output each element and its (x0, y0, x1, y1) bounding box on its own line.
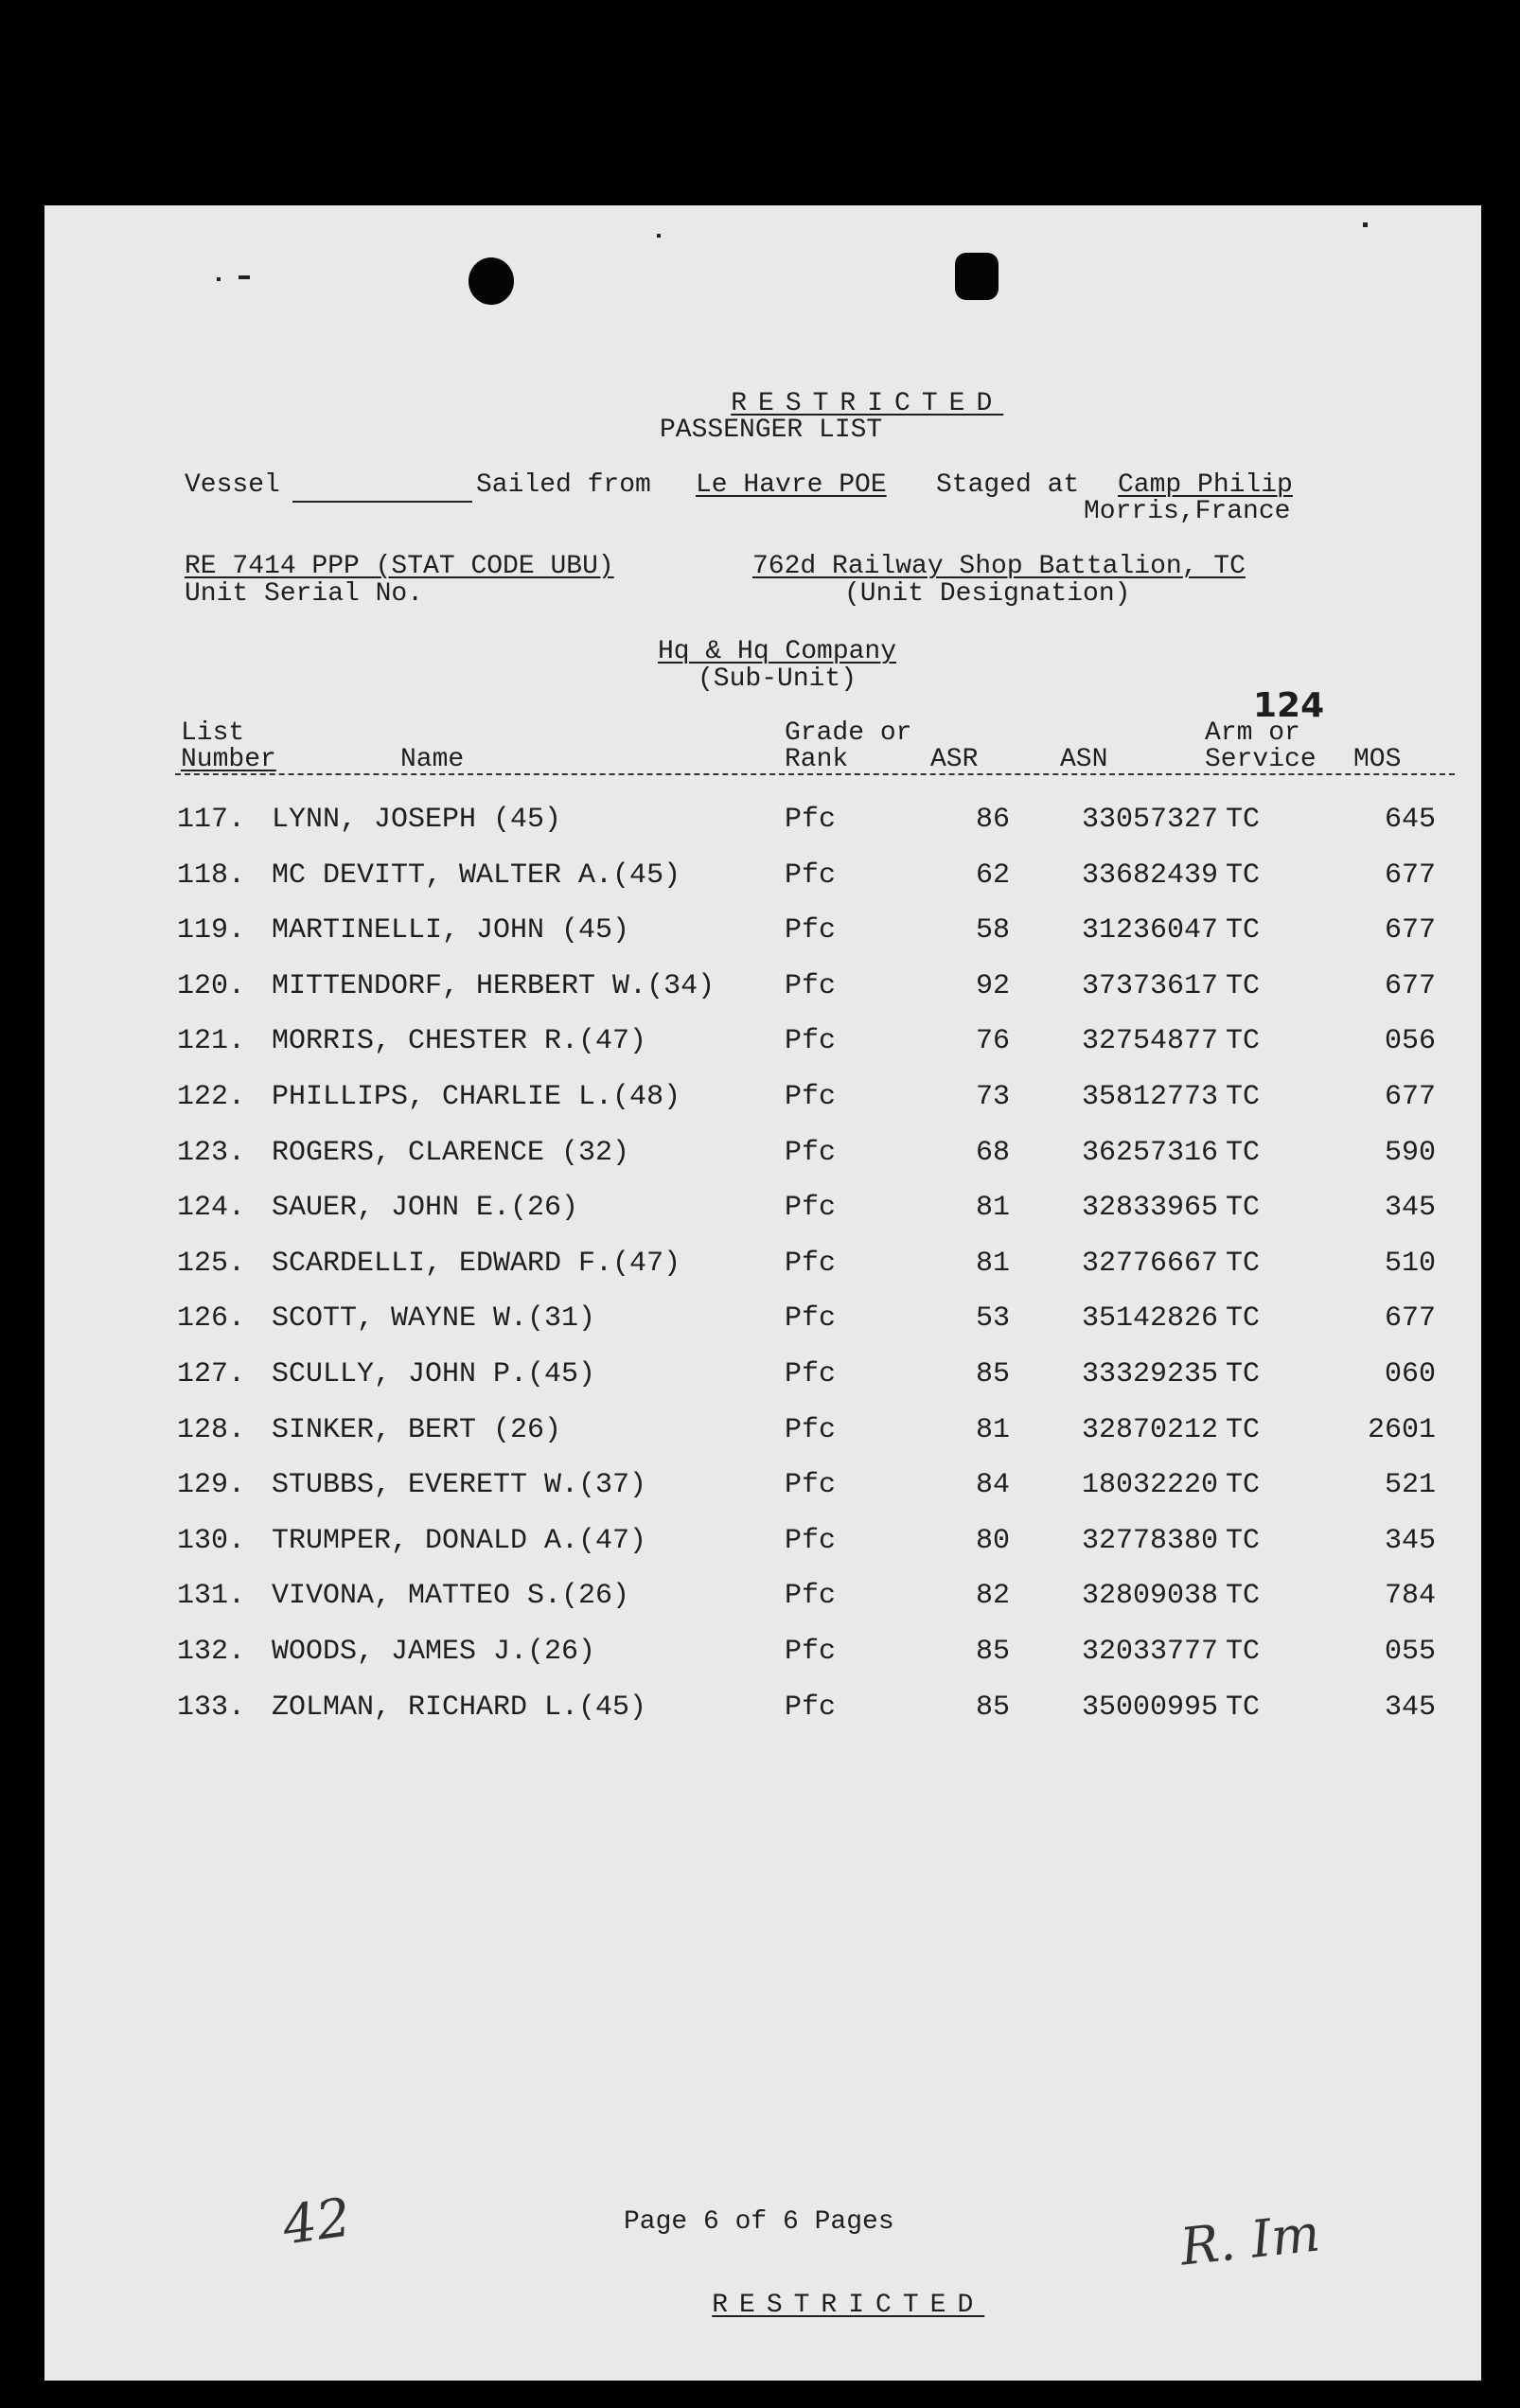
mos-cell: 055 (1384, 1636, 1436, 1668)
list-number-cell: 132. (177, 1636, 246, 1668)
arm-service-cell: TC (1226, 859, 1261, 892)
asr-cell: 92 (975, 969, 1010, 1002)
unit-serial: RE 7414 PPP (STAT CODE UBU) (185, 552, 614, 581)
mos-cell: 2601 (1367, 1413, 1436, 1446)
asn-cell: 33682439 (1081, 859, 1218, 892)
mos-cell: 056 (1384, 1025, 1436, 1058)
arm-service-cell: TC (1226, 1691, 1261, 1724)
grade-cell: Pfc (785, 1136, 837, 1169)
table-row (44, 970, 1481, 1023)
table-row (44, 1691, 1481, 1744)
table-row (44, 1302, 1481, 1355)
name-cell: WOODS, JAMES J.(26) (272, 1636, 596, 1668)
name-cell: MC DEVITT, WALTER A.(45) (272, 859, 681, 892)
table-row (44, 1137, 1481, 1190)
mos-cell: 677 (1384, 1302, 1436, 1336)
list-number-cell: 133. (177, 1691, 246, 1724)
list-number-cell: 121. (177, 1025, 246, 1058)
arm-service-cell: TC (1226, 1192, 1261, 1225)
asn-cell: 35142826 (1081, 1302, 1218, 1336)
asn-cell: 32809038 (1081, 1580, 1218, 1613)
grade-cell: Pfc (785, 1636, 837, 1668)
list-number-cell: 130. (177, 1524, 246, 1557)
name-cell: LYNN, JOSEPH (45) (272, 804, 562, 836)
asr-cell: 68 (975, 1136, 1010, 1169)
name-cell: STUBBS, EVERETT W.(37) (272, 1469, 647, 1502)
list-number-cell: 131. (177, 1580, 246, 1613)
arm-service-cell: TC (1226, 804, 1261, 836)
vessel-blank-line (292, 501, 472, 503)
asn-cell: 35000995 (1081, 1691, 1218, 1724)
grade-cell: Pfc (785, 1247, 837, 1280)
mos-cell: 345 (1384, 1192, 1436, 1225)
asr-cell: 81 (975, 1413, 1010, 1446)
list-number-cell: 119. (177, 914, 246, 947)
list-number-cell: 120. (177, 969, 246, 1002)
table-row (44, 1469, 1481, 1522)
name-cell: TRUMPER, DONALD A.(47) (272, 1524, 647, 1557)
mos-cell: 645 (1384, 804, 1436, 836)
asn-cell: 36257316 (1081, 1136, 1218, 1169)
asn-cell: 33329235 (1081, 1358, 1218, 1390)
name-cell: VIVONA, MATTEO S.(26) (272, 1580, 630, 1613)
mos-cell: 590 (1384, 1136, 1436, 1169)
table-row (44, 914, 1481, 967)
name-cell: MARTINELLI, JOHN (45) (272, 914, 630, 947)
asr-cell: 82 (975, 1580, 1010, 1613)
name-cell: MITTENDORF, HERBERT W.(34) (272, 969, 716, 1002)
asr-cell: 62 (975, 859, 1010, 892)
arm-service-cell: TC (1226, 914, 1261, 947)
asn-cell: 35812773 (1081, 1081, 1218, 1113)
arm-service-cell: TC (1226, 1469, 1261, 1502)
table-row (44, 1414, 1481, 1467)
staged-label: Staged at (936, 470, 1080, 500)
list-number-cell: 127. (177, 1358, 246, 1390)
col-grade-line2: Rank (785, 745, 849, 774)
header-rule (175, 773, 1455, 775)
col-asn: ASN (1060, 745, 1108, 774)
col-arm-line1: Arm or (1205, 718, 1300, 748)
list-number-cell: 118. (177, 859, 246, 892)
mos-cell: 521 (1384, 1469, 1436, 1502)
arm-service-cell: TC (1226, 1302, 1261, 1336)
list-number-cell: 125. (177, 1247, 246, 1280)
name-cell: MORRIS, CHESTER R.(47) (272, 1025, 647, 1058)
grade-cell: Pfc (785, 1580, 837, 1613)
mos-cell: 677 (1384, 859, 1436, 892)
list-number-cell: 124. (177, 1192, 246, 1225)
mos-cell: 345 (1384, 1524, 1436, 1557)
grade-cell: Pfc (785, 914, 837, 947)
unit-serial-caption: Unit Serial No. (185, 579, 424, 609)
col-name: Name (400, 745, 465, 774)
table-row (44, 1636, 1481, 1689)
document-title: PASSENGER LIST (660, 416, 883, 445)
col-asr: ASR (930, 745, 979, 774)
grade-cell: Pfc (785, 1302, 837, 1336)
arm-service-cell: TC (1226, 1358, 1261, 1390)
name-cell: SCOTT, WAYNE W.(31) (272, 1302, 596, 1336)
grade-cell: Pfc (785, 1025, 837, 1058)
name-cell: ROGERS, CLARENCE (32) (272, 1136, 630, 1169)
name-cell: PHILLIPS, CHARLIE L.(48) (272, 1081, 681, 1113)
page-count-mark: 124 (1253, 686, 1325, 725)
port-of-embarkation: Le Havre POE (696, 470, 887, 500)
asr-cell: 73 (975, 1081, 1010, 1113)
mos-cell: 677 (1384, 969, 1436, 1002)
col-mos: MOS (1353, 745, 1402, 774)
asr-cell: 85 (975, 1691, 1010, 1724)
sub-unit: Hq & Hq Company (658, 637, 897, 666)
list-number-cell: 128. (177, 1413, 246, 1446)
asn-cell: 37373617 (1081, 969, 1218, 1002)
name-cell: ZOLMAN, RICHARD L.(45) (272, 1691, 647, 1724)
classification-bottom: RESTRICTED (712, 2291, 985, 2320)
unit-designation: 762d Railway Shop Battalion, TC (752, 552, 1246, 581)
unit-designation-caption: (Unit Designation) (844, 579, 1131, 609)
asr-cell: 86 (975, 804, 1010, 836)
document-page (44, 205, 1481, 2381)
arm-service-cell: TC (1226, 1025, 1261, 1058)
arm-service-cell: TC (1226, 1081, 1261, 1113)
arm-service-cell: TC (1226, 1580, 1261, 1613)
asr-cell: 76 (975, 1025, 1010, 1058)
sailed-label: Sailed from (476, 470, 651, 500)
table-row (44, 804, 1481, 857)
classification-top: RESTRICTED (731, 389, 1004, 418)
table-row (44, 1358, 1481, 1411)
table-row (44, 859, 1481, 912)
mos-cell: 060 (1384, 1358, 1436, 1390)
table-row (44, 1081, 1481, 1134)
asn-cell: 32754877 (1081, 1025, 1218, 1058)
punch-hole-left (468, 257, 514, 305)
grade-cell: Pfc (785, 1192, 837, 1225)
col-list-number-line2: Number (181, 745, 276, 774)
grade-cell: Pfc (785, 1413, 837, 1446)
table-row (44, 1248, 1481, 1301)
grade-cell: Pfc (785, 969, 837, 1002)
punch-hole-right (955, 253, 999, 300)
asn-cell: 32870212 (1081, 1413, 1218, 1446)
staged-location-line2: Morris,France (1084, 497, 1291, 526)
list-number-cell: 129. (177, 1469, 246, 1502)
handwritten-number: 42 (278, 2187, 355, 2258)
arm-service-cell: TC (1226, 1524, 1261, 1557)
name-cell: SCULLY, JOHN P.(45) (272, 1358, 596, 1390)
grade-cell: Pfc (785, 1469, 837, 1502)
name-cell: SINKER, BERT (26) (272, 1413, 562, 1446)
col-list-number-line1: List (181, 718, 245, 748)
arm-service-cell: TC (1226, 1136, 1261, 1169)
table-row (44, 1580, 1481, 1633)
mos-cell: 677 (1384, 1081, 1436, 1113)
mos-cell: 677 (1384, 914, 1436, 947)
col-grade-line1: Grade or (785, 718, 912, 748)
asn-cell: 32033777 (1081, 1636, 1218, 1668)
arm-service-cell: TC (1226, 1247, 1261, 1280)
sub-unit-caption: (Sub-Unit) (698, 664, 857, 694)
asn-cell: 18032220 (1081, 1469, 1218, 1502)
mos-cell: 510 (1384, 1247, 1436, 1280)
staged-location-line1: Camp Philip (1118, 470, 1293, 500)
mos-cell: 784 (1384, 1580, 1436, 1613)
asr-cell: 81 (975, 1247, 1010, 1280)
arm-service-cell: TC (1226, 1413, 1261, 1446)
grade-cell: Pfc (785, 1524, 837, 1557)
asn-cell: 32778380 (1081, 1524, 1218, 1557)
list-number-cell: 126. (177, 1302, 246, 1336)
asn-cell: 33057327 (1081, 804, 1218, 836)
asr-cell: 80 (975, 1524, 1010, 1557)
grade-cell: Pfc (785, 1358, 837, 1390)
asr-cell: 84 (975, 1469, 1010, 1502)
list-number-cell: 117. (177, 804, 246, 836)
grade-cell: Pfc (785, 859, 837, 892)
list-number-cell: 123. (177, 1136, 246, 1169)
page-number-text: Page 6 of 6 Pages (624, 2207, 894, 2237)
asn-cell: 32776667 (1081, 1247, 1218, 1280)
grade-cell: Pfc (785, 1081, 837, 1113)
asr-cell: 58 (975, 914, 1010, 947)
asn-cell: 32833965 (1081, 1192, 1218, 1225)
table-row (44, 1025, 1481, 1078)
name-cell: SCARDELLI, EDWARD F.(47) (272, 1247, 681, 1280)
table-row (44, 1192, 1481, 1245)
vessel-label: Vessel (185, 470, 280, 500)
grade-cell: Pfc (785, 1691, 837, 1724)
handwritten-initials: R. Im (1177, 2203, 1323, 2277)
table-row (44, 1525, 1481, 1578)
asr-cell: 81 (975, 1192, 1010, 1225)
list-number-cell: 122. (177, 1081, 246, 1113)
asn-cell: 31236047 (1081, 914, 1218, 947)
mos-cell: 345 (1384, 1691, 1436, 1724)
name-cell: SAUER, JOHN E.(26) (272, 1192, 579, 1225)
arm-service-cell: TC (1226, 1636, 1261, 1668)
col-arm-line2: Service (1205, 745, 1317, 774)
asr-cell: 85 (975, 1358, 1010, 1390)
asr-cell: 85 (975, 1636, 1010, 1668)
arm-service-cell: TC (1226, 969, 1261, 1002)
grade-cell: Pfc (785, 804, 837, 836)
asr-cell: 53 (975, 1302, 1010, 1336)
